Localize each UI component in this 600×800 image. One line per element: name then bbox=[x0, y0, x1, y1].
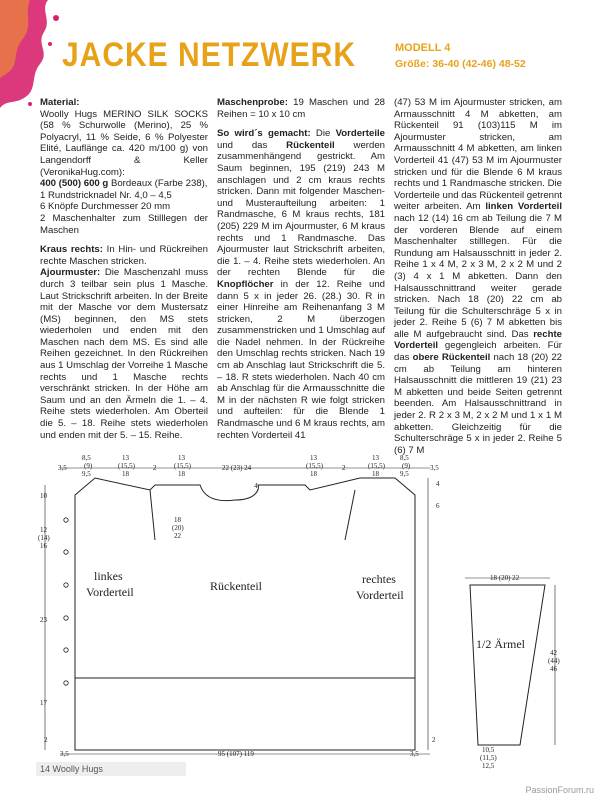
c3-t1: (47) 53 M im Ajourmuster stricken, am Armausschnitt 4 M abketten, am Rückenteil 91 (103)115 M im Ajourmuster stricken, am Armausschnitt 4 M abketten, am linken Vorderteil 41 (47) 53 M im Ajourmuster stricken und für die Blende 6 M kraus rechts und 1 Randmasche stricken. Die Vorderteile und das Rückenteil getrennt weiter arbeiten. Am bbox=[394, 97, 562, 213]
label-back: Rückenteil bbox=[210, 579, 262, 593]
amount-text: Bordeaux (Farbe 238), bbox=[108, 178, 208, 190]
size-line: Größe: 36-40 (42-46) 48-52 bbox=[395, 58, 526, 70]
dim-h10: 10 bbox=[40, 492, 47, 500]
material-label: Material: bbox=[40, 97, 80, 108]
c3-b2: rechte Vorderteil bbox=[394, 328, 562, 352]
dim-w13-c1: 13 bbox=[310, 454, 317, 462]
dim-sleeve-top: 18 (20) 22 bbox=[490, 574, 520, 582]
label-right-front-1: rechtes bbox=[362, 572, 396, 586]
dim-sleeve-b3: 12,5 bbox=[482, 762, 495, 770]
modell-number: MODELL 4 bbox=[395, 42, 451, 54]
sleeve-outline bbox=[470, 585, 545, 745]
c3-t4: nach 18 (20) 22 cm ab Teilung am hinteren Halsausschnitt die mittleren 19 (21) 23 M abketten und beide Seiten getrennt beenden. Am Halsausschnittrand in jeder 2. R 2 x 3 M, 2 x 2 M und 1 x 1 M abketten. Gleichzeitig für die Schulterschräge 5 x in jeder 2. Reihe 5 (6) 7 M bbox=[394, 352, 563, 456]
dim-h12-1: 12 bbox=[40, 526, 47, 534]
dim-r6: 6 bbox=[436, 502, 440, 510]
buttonhole-4 bbox=[64, 616, 68, 620]
how-t1: Die bbox=[310, 128, 336, 140]
label-sleeve: 1/2 Ärmel bbox=[476, 637, 525, 651]
dim-w13-d2: (15,5) bbox=[368, 462, 385, 470]
dim-two-a: 2 bbox=[153, 464, 157, 472]
dim-w13-b2: (15,5) bbox=[174, 462, 191, 470]
dim-h18-2: (20) bbox=[172, 524, 184, 532]
body-outline bbox=[75, 478, 415, 750]
dim-shoulder-r1: 8,5 bbox=[400, 454, 409, 462]
dim-neck: 22 (23) 24 bbox=[222, 464, 252, 472]
buttonhole-5 bbox=[64, 648, 68, 652]
dim-two-b: 2 bbox=[342, 464, 346, 472]
needles-text: 1 Rundstricknadel Nr. 4,0 – 4,5 bbox=[40, 189, 172, 201]
dim-h18-3: 22 bbox=[174, 532, 181, 540]
text-column-2 bbox=[217, 97, 385, 449]
dim-w13-b1: 13 bbox=[178, 454, 185, 462]
dim-h12-3: 16 bbox=[40, 542, 47, 550]
dim-sleeve-h3: 46 bbox=[550, 665, 557, 673]
dim-h23: 23 bbox=[40, 616, 47, 624]
ajour-label: Ajourmuster: bbox=[40, 267, 101, 279]
label-right-front-2: Vorderteil bbox=[356, 588, 404, 602]
how-t2: und das bbox=[217, 139, 287, 151]
probe-text: 19 Maschen und 28 Reihen = 10 x 10 cm bbox=[217, 97, 385, 120]
dim-sleeve-b1: 10,5 bbox=[482, 746, 495, 754]
dim-sleeve-h2: (44) bbox=[548, 657, 560, 665]
material-paragraph bbox=[40, 97, 208, 236]
page-number: 14 Woolly Hugs bbox=[40, 764, 103, 774]
dim-top-35-left: 3,5 bbox=[58, 464, 67, 472]
dim-shoulder-l3: 9,5 bbox=[82, 470, 91, 478]
dim-w13-a2: (15,5) bbox=[118, 462, 135, 470]
dim-w13-d1: 13 bbox=[372, 454, 379, 462]
how-paragraph bbox=[217, 128, 385, 441]
label-left-front-2: Vorderteil bbox=[86, 585, 134, 599]
how-t3: werden zusammenhängend gestrickt. Am Saum beginnen, 195 (219) 243 M anschlagen und 2 cm kraus rechts stricken. Dann mit folgender Maschen- und Musteraufteilung arbeiten: 1 Randmasche, 6 M kraus rechts, 181 (205) 229 M im Ajourmuster, 6 M kraus rechts und 1 Randmasche. Das Ajourmuster laut Strickschrift arbeiten, die 1. – 4. Reihe stets wiederholen. An der rechten Blende für die bbox=[217, 139, 385, 279]
left-armhole-line bbox=[150, 490, 155, 540]
dim-shoulder-l1: 8,5 bbox=[82, 454, 91, 462]
holders-text: 2 Maschenhalter zum Stilllegen der Maschen bbox=[40, 212, 208, 236]
dim-neck-drop: 4 bbox=[254, 482, 258, 490]
dim-w13-c2: (15,5) bbox=[306, 462, 323, 470]
site-watermark: PassionForum.ru bbox=[525, 785, 594, 795]
dim-w13-d3: 18 bbox=[372, 470, 379, 478]
label-left-front-1: linkes bbox=[94, 569, 123, 583]
buttonhole-3 bbox=[64, 583, 68, 587]
dim-shoulder-r3: 9,5 bbox=[400, 470, 409, 478]
dim-bottom-width: 95 (107) 119 bbox=[218, 750, 254, 758]
dim-shoulder-r2: (9) bbox=[402, 462, 411, 470]
ajour-text: Die Maschenzahl muss durch 3 teilbar sein plus 1 Masche. Laut Strickschrift arbeiten. In der Breite mit der Masche vor dem Mustersatz (MS) beginnen, den MS stets wiederholen und enden mit den Maschen nach dem MS. Es sind alle Reihen gezeichnet. In den Rückreihen aus 1 Umschlag der Vorreihe 1 Masche rechts und 1 Masche rechts verschränkt stricken. In der Höhe am Saum und an den Ärmeln die 1. – 4. Reihe stets wiederholen. Am Oberteil die 5. – 18. Reihe stets wiederholen und enden mit der 5. – 15. Reihe. bbox=[40, 267, 208, 441]
dim-sleeve-h1: 42 bbox=[550, 649, 557, 657]
how-b2: Rückenteil bbox=[286, 139, 335, 151]
dim-r4: 4 bbox=[436, 480, 440, 488]
how-t4: in der 12. Reihe und dann 5 x in jeder 26. (28.) 30. R in einer Hinreihe am Reihenanfang 3 M stricken, 2 M überzogen zusammenstricken und 1 Umschlag auf die Nadel nehmen. In der Rückreihe den Umschlag rechts stricken. Nach 19 cm ab Anschlag laut Strickschrift die 5. – 18. R stets wiederholen. Nach 40 cm ab Anschlag für die Armausschnitte die M in der nächsten R wie folgt stricken und aufteilen: für die Blende 1 Randmasche und 6 M kraus rechts, am rechten Vorderteil 41 bbox=[217, 278, 385, 441]
buttonhole-2 bbox=[64, 550, 68, 554]
buttonhole-1 bbox=[64, 518, 68, 522]
dim-w13-b3: 18 bbox=[178, 470, 185, 478]
dim-shoulder-l2: (9) bbox=[84, 462, 93, 470]
buttons-text: 6 Knöpfe Durchmesser 20 mm bbox=[40, 201, 171, 213]
how-label: So wird´s gemacht: bbox=[217, 128, 311, 140]
dim-h2: 2 bbox=[44, 736, 48, 744]
dim-w13-a3: 18 bbox=[122, 470, 129, 478]
continued-paragraph bbox=[394, 97, 562, 456]
ajour-paragraph bbox=[40, 267, 208, 441]
c3-t2: nach 12 (14) 16 cm ab Teilung die 7 M der vorderen Blende auf einem Maschenhalter stilllegen. Für die Rundung am Halsausschnitt in jeder 2. Reihe 1 x 4 M, 2 x 3 M, 2 x 2 M und 2 (3) 4 x 1 M abketten. Dann den Halsausschnittrand weiter gerade stricken. Nach 18 (20) 22 cm ab Teilung für die Schulterschräge 5 x in jeder 2. Reihe 5 (6) 7 M abketten bis alle M aufgebraucht sind. Das bbox=[394, 212, 562, 340]
dim-top-35-right: 3,5 bbox=[430, 464, 439, 472]
text-column-1 bbox=[40, 97, 208, 449]
dim-w13-a1: 13 bbox=[122, 454, 129, 462]
how-b3: Knopflöcher bbox=[217, 278, 274, 290]
page-title: JACKE NETZWERK bbox=[62, 36, 357, 74]
dim-h17: 17 bbox=[40, 699, 47, 707]
paint-splash-decoration bbox=[0, 0, 70, 110]
dim-h18-1: 18 bbox=[174, 516, 181, 524]
probe-paragraph bbox=[217, 97, 385, 120]
dim-bottom-35r: 3,5 bbox=[410, 750, 419, 758]
text-column-3 bbox=[394, 97, 562, 464]
kraus-text: In Hin- und Rückreihen rechte Maschen stricken. bbox=[40, 244, 208, 267]
c3-b3: obere Rückenteil bbox=[412, 352, 491, 364]
right-armhole-line bbox=[345, 490, 355, 540]
c3-t3: gegengleich arbeiten. Für das bbox=[394, 340, 562, 364]
dim-sleeve-b2: (11,5) bbox=[480, 754, 497, 762]
dim-bottom-35: 3,5 bbox=[60, 750, 69, 758]
material-text: Woolly Hugs MERINO SILK SOCKS (58 % Schurwolle (Merino), 25 % Polyacryl, 11 % Seide, 6 % Polyester Elité, Lauflänge ca. 420 m/100 g) von Langendorff & Keller (VeronikaHug.com): bbox=[40, 108, 208, 178]
amount-bold: 400 (500) 600 g bbox=[40, 178, 109, 190]
kraus-paragraph bbox=[40, 244, 208, 267]
knitting-schematic bbox=[0, 450, 600, 780]
how-b1: Vorderteile bbox=[335, 128, 385, 140]
c3-b1: linken Vorderteil bbox=[485, 201, 562, 213]
kraus-label: Kraus rechts: bbox=[40, 244, 103, 256]
dim-w13-c3: 18 bbox=[310, 470, 317, 478]
buttonhole-6 bbox=[64, 681, 68, 685]
dim-h2r: 2 bbox=[432, 736, 436, 744]
dim-h12-2: (14) bbox=[38, 534, 50, 542]
probe-label: Maschenprobe: bbox=[217, 97, 288, 108]
